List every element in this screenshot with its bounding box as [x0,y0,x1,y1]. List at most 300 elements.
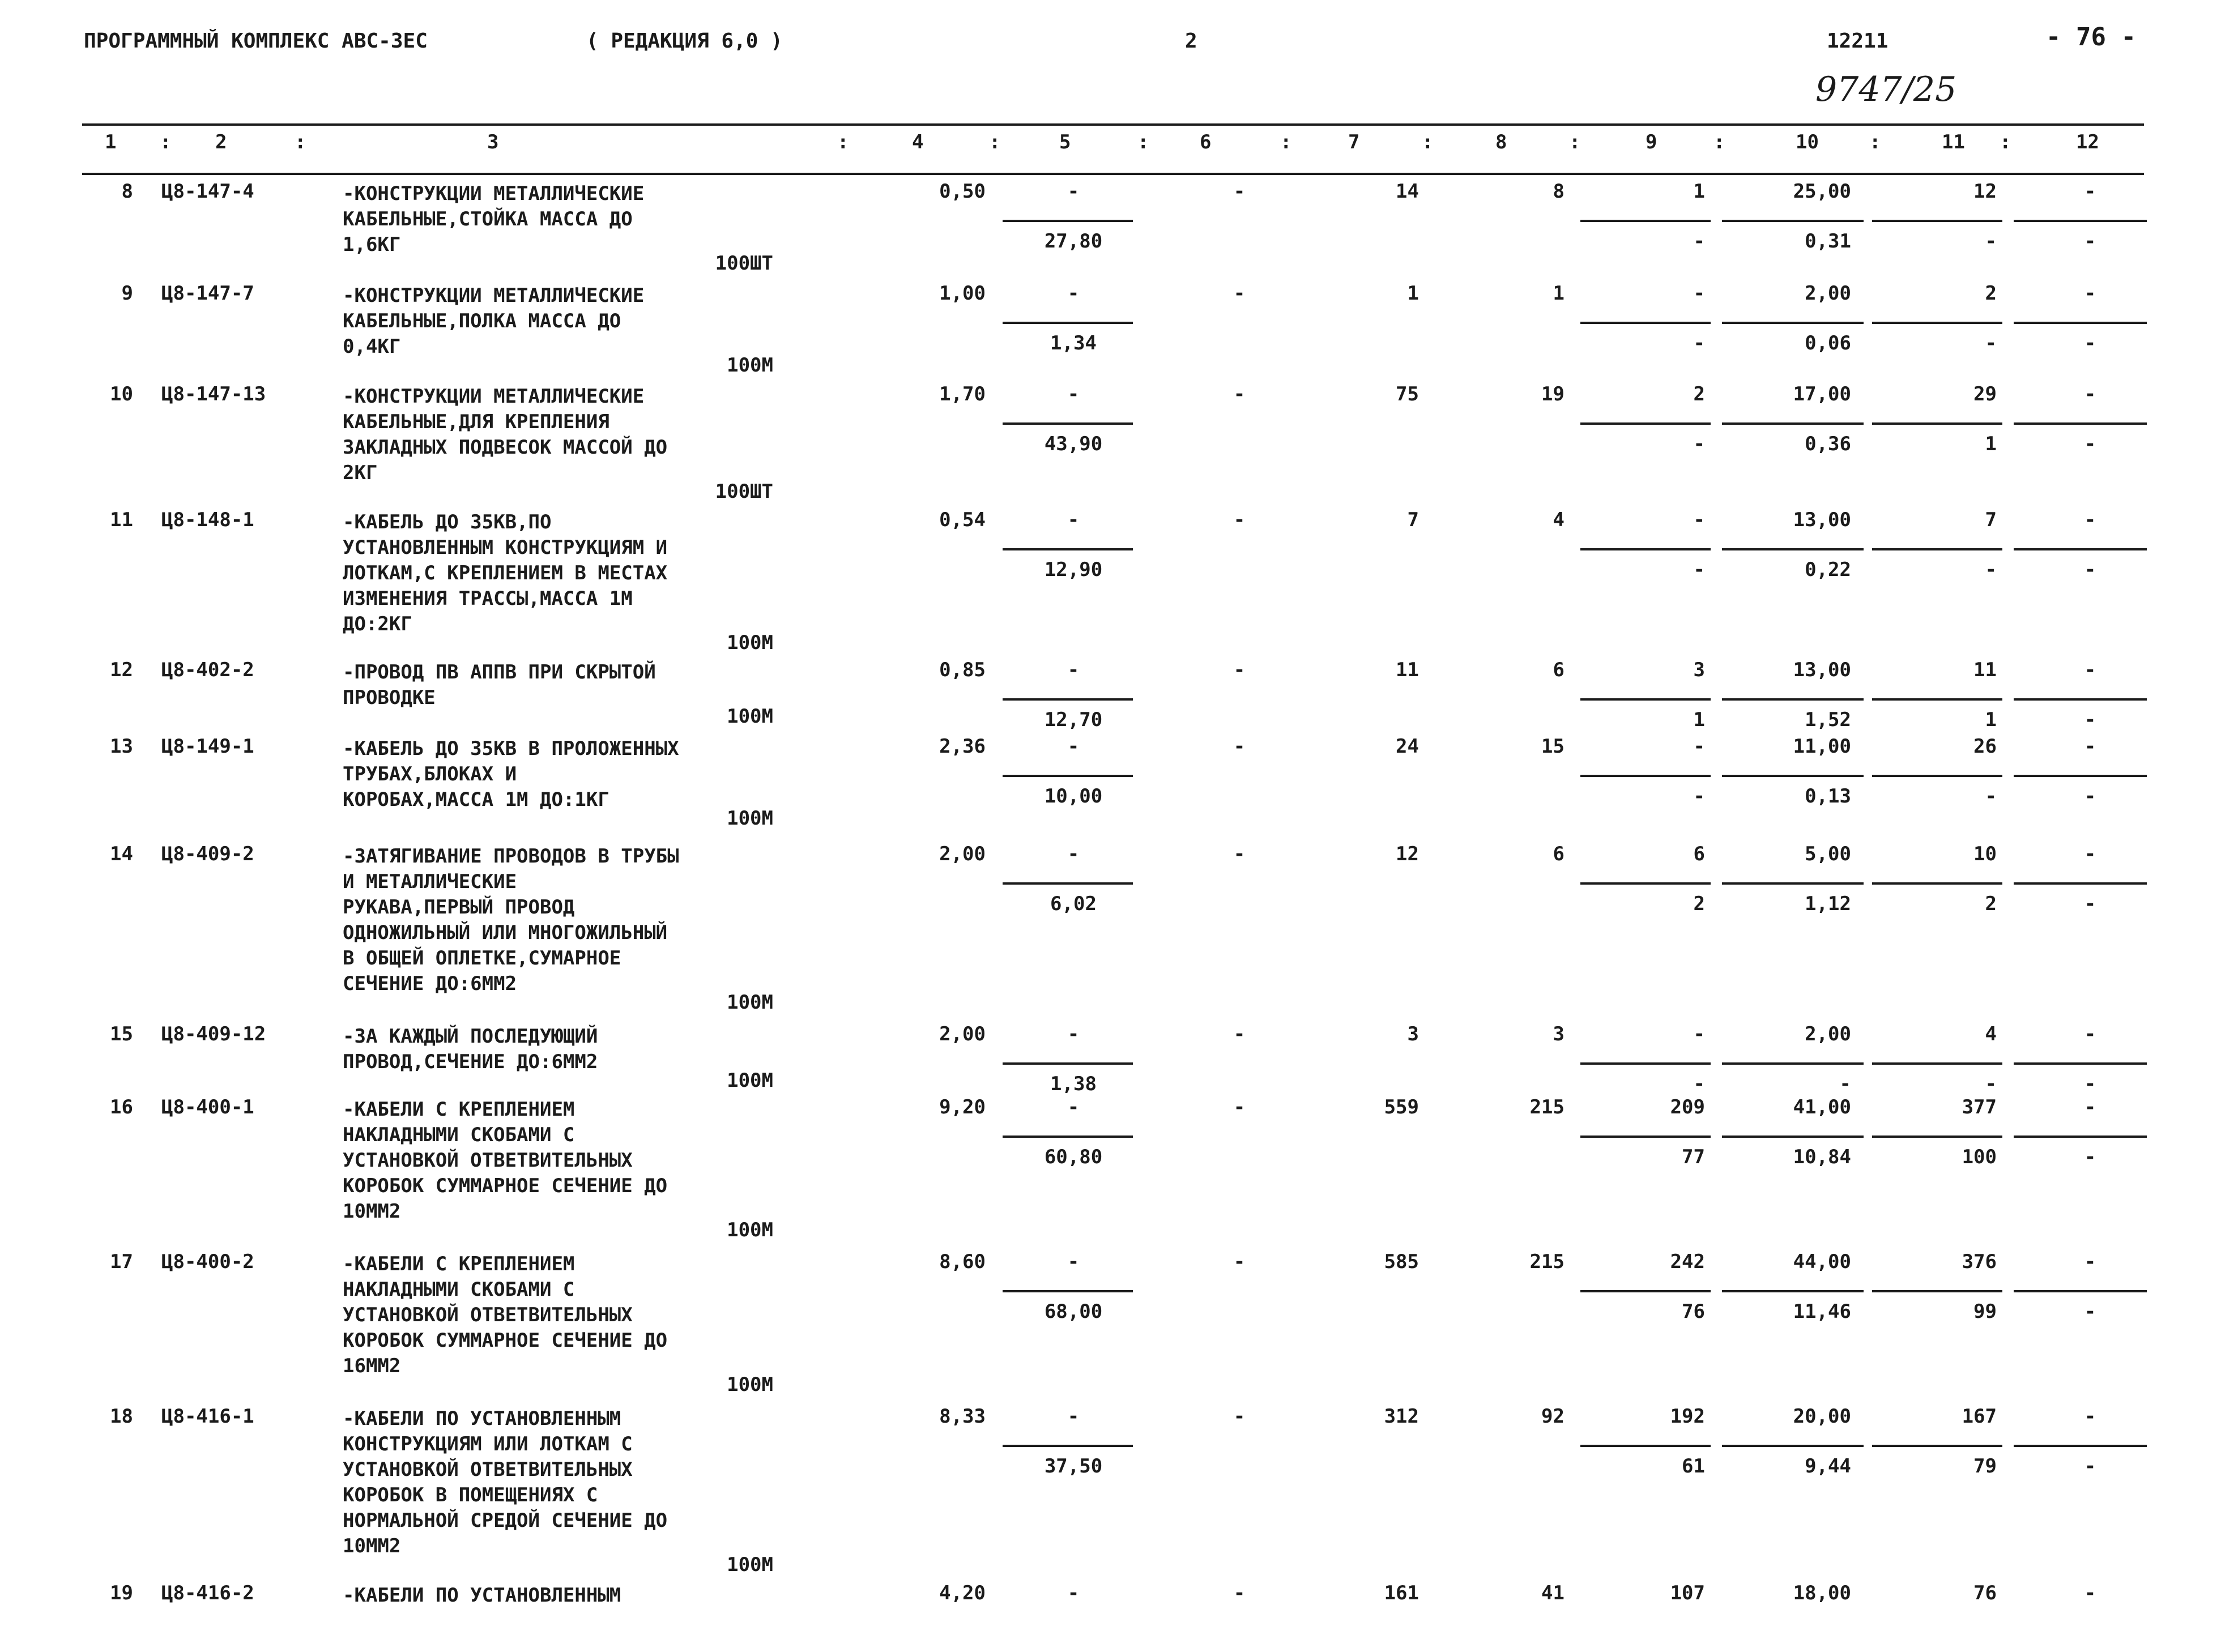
row-number: 14 [110,843,133,865]
row-number: 10 [110,383,133,405]
row-description-line: ПРОВОДКЕ [343,686,436,709]
row-c12-top: - [2084,843,2096,865]
row-c9-top: 107 [1670,1582,1705,1604]
row-c9-bottom: - [1693,558,1705,581]
row-col6: - [1233,1405,1246,1428]
row-description-line: 0,4КГ [343,335,401,358]
row-c12-bottom: - [2084,332,2096,355]
fraction-line [1872,548,2002,550]
fraction-line [1003,220,1133,222]
row-code: Ц8-409-2 [161,843,254,865]
column-header-7: 4 [912,131,924,153]
column-header-20: : [1869,131,1881,153]
row-col7: 24 [1396,735,1419,758]
row-number: 18 [110,1405,133,1428]
fraction-line [1003,775,1133,777]
column-header-4: : [295,131,306,153]
column-header-6: : [837,131,849,153]
row-description-line: -КАБЕЛЬ ДО 35КВ В ПРОЛОЖЕННЫХ [343,737,679,760]
row-c12-bottom: - [2084,1146,2096,1168]
row-col8: 8 [1553,180,1564,203]
fraction-line [1722,548,1864,550]
row-col7: 12 [1396,843,1419,865]
row-unit: 100М [727,354,773,377]
fraction-line [1872,1062,2002,1065]
fraction-line [1580,775,1711,777]
row-c5-top: - [1067,383,1080,405]
row-description-line: И МЕТАЛЛИЧЕСКИЕ [343,870,517,893]
row-c9-top: 192 [1670,1405,1705,1428]
row-col7: 1 [1407,282,1419,305]
row-number: 16 [110,1096,133,1119]
fraction-line [2014,1445,2147,1447]
fraction-line [1872,322,2002,324]
row-c11-top: 376 [1962,1250,1997,1273]
row-c5-top: - [1067,509,1080,531]
row-c10-bottom: 1,12 [1805,893,1851,915]
row-c11-top: 26 [1973,735,1997,758]
row-quantity: 2,00 [939,843,986,865]
row-c5-top: - [1067,282,1080,305]
row-number: 9 [121,282,133,305]
fraction-line [1003,548,1133,550]
row-col8: 41 [1541,1582,1564,1604]
row-c11-bottom: - [1985,785,1997,808]
row-c5-bottom: 60,80 [1044,1146,1103,1168]
row-c5-bottom: 27,80 [1044,230,1103,253]
row-quantity: 0,50 [939,180,986,203]
fraction-line [2014,882,2147,885]
row-col6: - [1233,383,1246,405]
row-c10-top: 41,00 [1793,1096,1851,1119]
row-col6: - [1233,659,1246,681]
row-c11-top: 2 [1985,282,1997,305]
row-description-line: КОРОБОК СУММАРНОЕ СЕЧЕНИЕ ДО [343,1175,668,1197]
fraction-line [1722,322,1864,324]
row-c11-top: 7 [1985,509,1997,531]
row-c12-top: - [2084,282,2096,305]
row-col7: 11 [1396,659,1419,681]
row-unit: 100М [727,1553,773,1576]
fraction-line [1580,220,1711,222]
fraction-line [1580,1062,1711,1065]
row-col7: 7 [1407,509,1419,531]
row-c10-top: 13,00 [1793,509,1851,531]
row-c12-bottom: - [2084,433,2096,455]
row-description-line: -КАБЕЛИ С КРЕПЛЕНИЕМ [343,1253,575,1275]
row-c9-top: 3 [1693,659,1705,681]
header-rule-bottom [82,173,2144,175]
row-description-line: КАБЕЛЬНЫЕ,ПОЛКА МАССА ДО [343,310,621,332]
row-unit: 100М [727,705,773,728]
row-description-line: -КОНСТРУКЦИИ МЕТАЛЛИЧЕСКИЕ [343,182,645,205]
row-description-line: УСТАНОВЛЕННЫМ КОНСТРУКЦИЯМ И [343,536,668,559]
row-c5-bottom: 37,50 [1044,1455,1103,1478]
row-col8: 19 [1541,383,1564,405]
row-description-line: ДО:2КГ [343,613,412,635]
row-description-line: КОРОБАХ,МАССА 1М ДО:1КГ [343,788,609,811]
row-description-line: НАКЛАДНЫМИ СКОБАМИ С [343,1278,575,1301]
row-c5-top: - [1067,735,1080,758]
row-c10-bottom: 10,84 [1793,1146,1851,1168]
row-description-line: -КОНСТРУКЦИИ МЕТАЛЛИЧЕСКИЕ [343,284,645,307]
row-c11-top: 4 [1985,1023,1997,1045]
row-c9-bottom: 77 [1682,1146,1705,1168]
row-col8: 6 [1553,843,1564,865]
row-description-line: КОНСТРУКЦИЯМ ИЛИ ЛОТКАМ С [343,1433,633,1455]
row-quantity: 2,00 [939,1023,986,1045]
column-header-13: 7 [1348,131,1360,153]
column-header-12: : [1280,131,1292,153]
row-number: 15 [110,1023,133,1045]
row-col6: - [1233,1250,1246,1273]
row-c11-top: 29 [1973,383,1997,405]
row-c11-bottom: - [1985,1073,1997,1095]
fraction-line [2014,322,2147,324]
row-description-line: КАБЕЛЬНЫЕ,СТОЙКА МАССА ДО [343,208,633,230]
fraction-line [1003,1445,1133,1447]
row-description-line: УСТАНОВКОЙ ОТВЕТВИТЕЛЬНЫХ [343,1304,633,1326]
row-c11-bottom: - [1985,230,1997,253]
row-c5-top: - [1067,1250,1080,1273]
handwritten-annotation: 9747/25 [1815,70,1957,109]
fraction-line [1722,1445,1864,1447]
row-c9-bottom: - [1693,1073,1705,1095]
column-header-10: : [1137,131,1149,153]
row-col6: - [1233,282,1246,305]
row-c5-bottom: 10,00 [1044,785,1103,808]
row-c10-bottom: - [1839,1073,1851,1095]
fraction-line [1872,775,2002,777]
row-c10-bottom: 0,06 [1805,332,1851,355]
row-col6: - [1233,843,1246,865]
row-description-line: УСТАНОВКОЙ ОТВЕТВИТЕЛЬНЫХ [343,1149,633,1172]
row-code: Ц8-147-4 [161,180,254,203]
row-c12-top: - [2084,1096,2096,1119]
row-description-line: СЕЧЕНИЕ ДО:6ММ2 [343,972,517,995]
row-c11-top: 11 [1973,659,1997,681]
column-header-14: : [1422,131,1434,153]
fraction-line [1003,698,1133,701]
row-number: 12 [110,659,133,681]
row-c11-bottom: - [1985,332,1997,355]
fraction-line [1722,1062,1864,1065]
row-c12-bottom: - [2084,1300,2096,1323]
fraction-line [1580,1136,1711,1138]
row-code: Ц8-416-2 [161,1582,254,1604]
page-number: - 76 - [2046,23,2136,52]
fraction-line [2014,1062,2147,1065]
fraction-line [1722,422,1864,425]
program-title: ПРОГРАММНЫЙ КОМПЛЕКС АВС-3ЕС [84,29,428,53]
column-header-15: 8 [1495,131,1507,153]
fraction-line [1580,698,1711,701]
row-col7: 312 [1384,1405,1419,1428]
row-c11-bottom: - [1985,558,1997,581]
fraction-line [2014,548,2147,550]
row-c5-bottom: 43,90 [1044,433,1103,455]
row-c12-bottom: - [2084,1073,2096,1095]
row-unit: 100М [727,631,773,654]
row-description-line: КАБЕЛЬНЫЕ,ДЛЯ КРЕПЛЕНИЯ [343,411,609,433]
row-description-line: -КОНСТРУКЦИИ МЕТАЛЛИЧЕСКИЕ [343,385,645,408]
fraction-line [1872,1290,2002,1292]
fraction-line [1580,882,1711,885]
row-c9-bottom: 1 [1693,708,1705,731]
row-description-line: РУКАВА,ПЕРВЫЙ ПРОВОД [343,896,575,919]
row-c10-top: 44,00 [1793,1250,1851,1273]
row-description-line: ОДНОЖИЛЬНЫЙ ИЛИ МНОГОЖИЛЬНЫЙ [343,921,668,944]
row-c12-top: - [2084,735,2096,758]
row-c9-top: 2 [1693,383,1705,405]
row-c5-bottom: 12,70 [1044,708,1103,731]
fraction-line [1003,1290,1133,1292]
row-c11-top: 12 [1973,180,1997,203]
fraction-line [1003,1136,1133,1138]
row-unit: 100М [727,807,773,830]
row-c9-bottom: 76 [1682,1300,1705,1323]
row-description-line: КОРОБОК СУММАРНОЕ СЕЧЕНИЕ ДО [343,1329,668,1352]
column-header-23: 12 [2076,131,2099,153]
row-code: Ц8-149-1 [161,735,254,758]
row-c10-top: 13,00 [1793,659,1851,681]
row-c9-bottom: - [1693,433,1705,455]
header-rule-top [82,123,2144,126]
fraction-line [2014,1290,2147,1292]
row-description-line: -ЗА КАЖДЫЙ ПОСЛЕДУЮЩИЙ [343,1025,598,1048]
column-header-2: : [160,131,172,153]
row-code: Ц8-400-2 [161,1250,254,1273]
row-quantity: 1,70 [939,383,986,405]
row-col8: 1 [1553,282,1564,305]
row-col7: 14 [1396,180,1419,203]
row-c11-bottom: 99 [1973,1300,1997,1323]
part-number: 2 [1185,29,1197,53]
row-col8: 3 [1553,1023,1564,1045]
column-header-11: 6 [1200,131,1212,153]
row-c5-top: - [1067,1096,1080,1119]
fraction-line [2014,422,2147,425]
row-code: Ц8-147-13 [161,383,266,405]
row-quantity: 8,60 [939,1250,986,1273]
row-quantity: 1,00 [939,282,986,305]
row-description-line: НОРМАЛЬНОЙ СРЕДОЙ СЕЧЕНИЕ ДО [343,1509,668,1532]
row-description-line: 10ММ2 [343,1535,401,1557]
row-c5-bottom: 1,38 [1050,1073,1097,1095]
row-description-line: -КАБЕЛЬ ДО 35КВ,ПО [343,511,552,533]
row-description-line: ЗАКЛАДНЫХ ПОДВЕСОК МАССОЙ ДО [343,436,668,459]
row-quantity: 2,36 [939,735,986,758]
fraction-line [1580,1445,1711,1447]
row-c10-bottom: 0,22 [1805,558,1851,581]
row-code: Ц8-416-1 [161,1405,254,1428]
column-header-1: 1 [105,131,117,153]
row-description-line: -КАБЕЛИ ПО УСТАНОВЛЕННЫМ [343,1407,621,1430]
row-col6: - [1233,1582,1246,1604]
row-unit: 100М [727,1069,773,1092]
row-c12-top: - [2084,1405,2096,1428]
fraction-line [1003,1062,1133,1065]
row-number: 11 [110,509,133,531]
fraction-line [1872,422,2002,425]
column-header-3: 2 [215,131,227,153]
row-c9-bottom: 61 [1682,1455,1705,1478]
document-code: 12211 [1827,29,1889,53]
row-c5-bottom: 6,02 [1050,893,1097,915]
row-unit: 100ШТ [715,480,773,503]
column-header-16: : [1569,131,1581,153]
row-c10-bottom: 1,52 [1805,708,1851,731]
row-c11-bottom: 79 [1973,1455,1997,1478]
row-quantity: 0,54 [939,509,986,531]
fraction-line [1722,882,1864,885]
row-col8: 6 [1553,659,1564,681]
row-c10-top: 20,00 [1793,1405,1851,1428]
row-c11-top: 76 [1973,1582,1997,1604]
row-description-line: 2КГ [343,462,378,484]
row-c10-top: 11,00 [1793,735,1851,758]
row-number: 19 [110,1582,133,1604]
row-c10-bottom: 0,36 [1805,433,1851,455]
row-col6: - [1233,1096,1246,1119]
row-c12-top: - [2084,509,2096,531]
row-description-line: -КАБЕЛИ ПО УСТАНОВЛЕННЫМ [343,1584,621,1607]
row-quantity: 9,20 [939,1096,986,1119]
fraction-line [1722,220,1864,222]
row-quantity: 4,20 [939,1582,986,1604]
row-col7: 585 [1384,1250,1419,1273]
row-c10-top: 5,00 [1805,843,1851,865]
row-col6: - [1233,735,1246,758]
row-c5-top: - [1067,843,1080,865]
column-header-8: : [989,131,1001,153]
fraction-line [1872,1136,2002,1138]
row-description-line: ИЗМЕНЕНИЯ ТРАССЫ,МАССА 1М [343,587,633,610]
row-description-line: -ЗАТЯГИВАНИЕ ПРОВОДОВ В ТРУБЫ [343,845,679,868]
row-c10-bottom: 11,46 [1793,1300,1851,1323]
fraction-line [1722,698,1864,701]
row-description-line: ПРОВОД,СЕЧЕНИЕ ДО:6ММ2 [343,1051,598,1073]
row-c11-bottom: 2 [1985,893,1997,915]
row-c12-top: - [2084,1023,2096,1045]
row-quantity: 0,85 [939,659,986,681]
row-c5-top: - [1067,1023,1080,1045]
row-col6: - [1233,180,1246,203]
column-header-22: : [2000,131,2011,153]
row-col8: 215 [1529,1250,1564,1273]
row-c12-bottom: - [2084,708,2096,731]
row-description-line: -КАБЕЛИ С КРЕПЛЕНИЕМ [343,1098,575,1121]
row-col7: 161 [1384,1582,1419,1604]
row-c9-bottom: - [1693,785,1705,808]
row-number: 8 [121,180,133,203]
row-number: 13 [110,735,133,758]
row-c10-bottom: 0,13 [1805,785,1851,808]
row-col6: - [1233,509,1246,531]
column-header-5: 3 [487,131,499,153]
row-c12-bottom: - [2084,1455,2096,1478]
fraction-line [1872,220,2002,222]
fraction-line [1872,882,2002,885]
column-header-21: 11 [1942,131,1965,153]
row-c9-top: - [1693,282,1705,305]
row-c9-top: 1 [1693,180,1705,203]
row-description-line: 10ММ2 [343,1200,401,1223]
row-description-line: 1,6КГ [343,233,401,256]
row-c11-top: 167 [1962,1405,1997,1428]
row-c9-bottom: - [1693,230,1705,253]
row-c11-top: 10 [1973,843,1997,865]
row-c9-top: - [1693,509,1705,531]
program-edition: ( РЕДАКЦИЯ 6,0 ) [586,29,783,53]
row-c5-bottom: 12,90 [1044,558,1103,581]
row-c10-top: 17,00 [1793,383,1851,405]
row-unit: 100М [727,991,773,1014]
fraction-line [1580,548,1711,550]
fraction-line [2014,220,2147,222]
row-c10-top: 18,00 [1793,1582,1851,1604]
row-c12-bottom: - [2084,230,2096,253]
row-c12-bottom: - [2084,785,2096,808]
row-c11-top: 377 [1962,1096,1997,1119]
row-c5-bottom: 1,34 [1050,332,1097,355]
row-description-line: ЛОТКАМ,С КРЕПЛЕНИЕМ В МЕСТАХ [343,562,668,584]
row-c5-top: - [1067,659,1080,681]
row-col7: 75 [1396,383,1419,405]
row-c11-bottom: 100 [1962,1146,1997,1168]
column-header-17: 9 [1645,131,1657,153]
row-c10-top: 2,00 [1805,1023,1851,1045]
row-unit: 100М [727,1373,773,1396]
row-c9-bottom: 2 [1693,893,1705,915]
fraction-line [1872,1445,2002,1447]
row-code: Ц8-400-1 [161,1096,254,1119]
fraction-line [1003,322,1133,324]
row-c9-top: 6 [1693,843,1705,865]
column-header-19: 10 [1796,131,1819,153]
row-c11-bottom: 1 [1985,433,1997,455]
row-code: Ц8-147-7 [161,282,254,305]
fraction-line [1580,322,1711,324]
row-col8: 15 [1541,735,1564,758]
row-c12-top: - [2084,1582,2096,1604]
row-c10-bottom: 0,31 [1805,230,1851,253]
row-c5-bottom: 68,00 [1044,1300,1103,1323]
row-code: Ц8-402-2 [161,659,254,681]
row-col7: 559 [1384,1096,1419,1119]
row-code: Ц8-148-1 [161,509,254,531]
row-col8: 92 [1541,1405,1564,1428]
row-c12-top: - [2084,1250,2096,1273]
row-c9-top: - [1693,735,1705,758]
column-header-18: : [1713,131,1725,153]
row-description-line: ТРУБАХ,БЛОКАХ И [343,763,517,786]
row-c12-bottom: - [2084,558,2096,581]
row-col8: 215 [1529,1096,1564,1119]
row-description-line: КОРОБОК В ПОМЕЩЕНИЯХ С [343,1484,598,1506]
fraction-line [1003,882,1133,885]
fraction-line [1722,1290,1864,1292]
row-c5-top: - [1067,180,1080,203]
fraction-line [2014,698,2147,701]
row-unit: 100М [727,1219,773,1241]
row-description-line: УСТАНОВКОЙ ОТВЕТВИТЕЛЬНЫХ [343,1458,633,1481]
fraction-line [1722,1136,1864,1138]
row-c9-top: 242 [1670,1250,1705,1273]
row-number: 17 [110,1250,133,1273]
row-c9-bottom: - [1693,332,1705,355]
fraction-line [1580,422,1711,425]
